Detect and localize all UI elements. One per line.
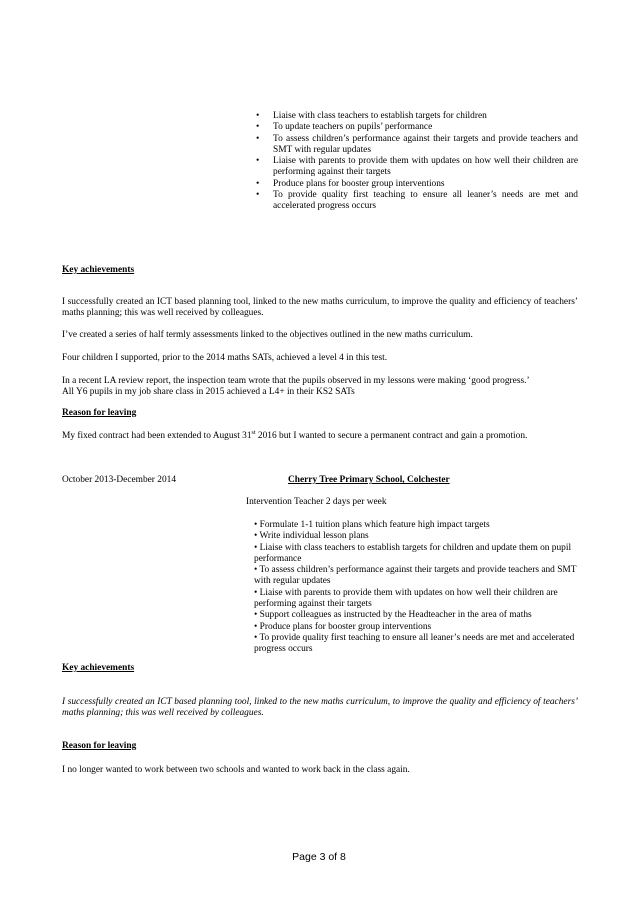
list-item: • To provide quality first teaching to ensure all leaner’s needs are met and accelerated progress occurs [254,632,575,655]
reason-text: I no longer wanted to work between two schools and wanted to work back in the class again. [62,765,410,775]
reason-for-leaving-heading: Reason for leaving [62,408,137,418]
list-item: • Produce plans for booster group interventions [256,178,445,189]
list-item: • To assess children’s performance against their targets and provide teachers and SMT with regular updates [256,133,578,155]
achievement-paragraph: In a recent LA review report, the inspection team wrote that the pupils observed in my lessons were making ‘good progress.’ All Y6 pupils in my job share class in 2015 achieved a L4+ in their KS2 SATs [62,376,530,398]
list-item: • Produce plans for booster group interventions [254,621,432,632]
bullet-icon: • [256,133,260,144]
bullet-icon: • [256,190,260,201]
bullet-icon: • [256,122,260,133]
achievement-paragraph: I’ve created a series of half termly assessments linked to the objectives outlined in the new maths curriculum. [62,330,473,340]
job-dates: October 2013-December 2014 [62,475,177,485]
list-item: • Formulate 1-1 tuition plans which feature high impact targets [254,520,490,530]
achievement-paragraph: I successfully created an ICT based planning tool, linked to the new maths curriculum, to improve the quality and efficiency of teachers’ maths planning; this was well received by colleagues. [62,697,578,719]
job-role: Intervention Teacher 2 days per week [246,497,387,507]
achievement-paragraph: Four children I supported, prior to the 2014 maths SATs, achieved a level 4 in this test. [62,353,388,363]
responsibilities-list [256,111,578,213]
bullet-icon: • [256,178,260,189]
list-item: • To provide quality first teaching to ensure all leaner’s needs are met and accelerated progress occurs [256,190,578,212]
list-item: • Liaise with parents to provide them with updates on how well their children are performing against their targets [254,587,558,610]
bullet-icon: • [256,111,260,121]
reason-text: My fixed contract had been extended to August 31st 2016 but I wanted to secure a permanent contract and gain a promotion. [62,429,528,441]
list-item: • To assess children’s performance against their targets and provide teachers and SMT with regular updates [254,565,577,587]
list-item: • Support colleagues as instructed by the Headteacher in the area of maths [254,610,532,621]
page-number: Page 3 of 8 [292,851,346,863]
list-item: • Liaise with class teachers to establish targets for children and update them on pupil performance [254,542,572,564]
bullet-icon: • [256,156,260,167]
achievement-paragraph: I successfully created an ICT based planning tool, linked to the new maths curriculum, to improve the quality and efficiency of teachers’ maths planning; this was well received by colleagues. [62,297,578,319]
key-achievements-heading: Key achievements [62,663,135,673]
job-duties-list [254,520,579,656]
list-item: • Liaise with parents to provide them with updates on how well their children are performing against their targets [256,156,578,178]
list-item: • Write individual lesson plans [254,531,369,542]
key-achievements-heading: Key achievements [62,265,135,275]
reason-for-leaving-heading: Reason for leaving [62,741,137,751]
list-item: • To update teachers on pupils’ performance [256,122,433,133]
list-item: • Liaise with class teachers to establish targets for children [256,111,487,121]
school-name: Cherry Tree Primary School, Colchester [288,475,450,485]
